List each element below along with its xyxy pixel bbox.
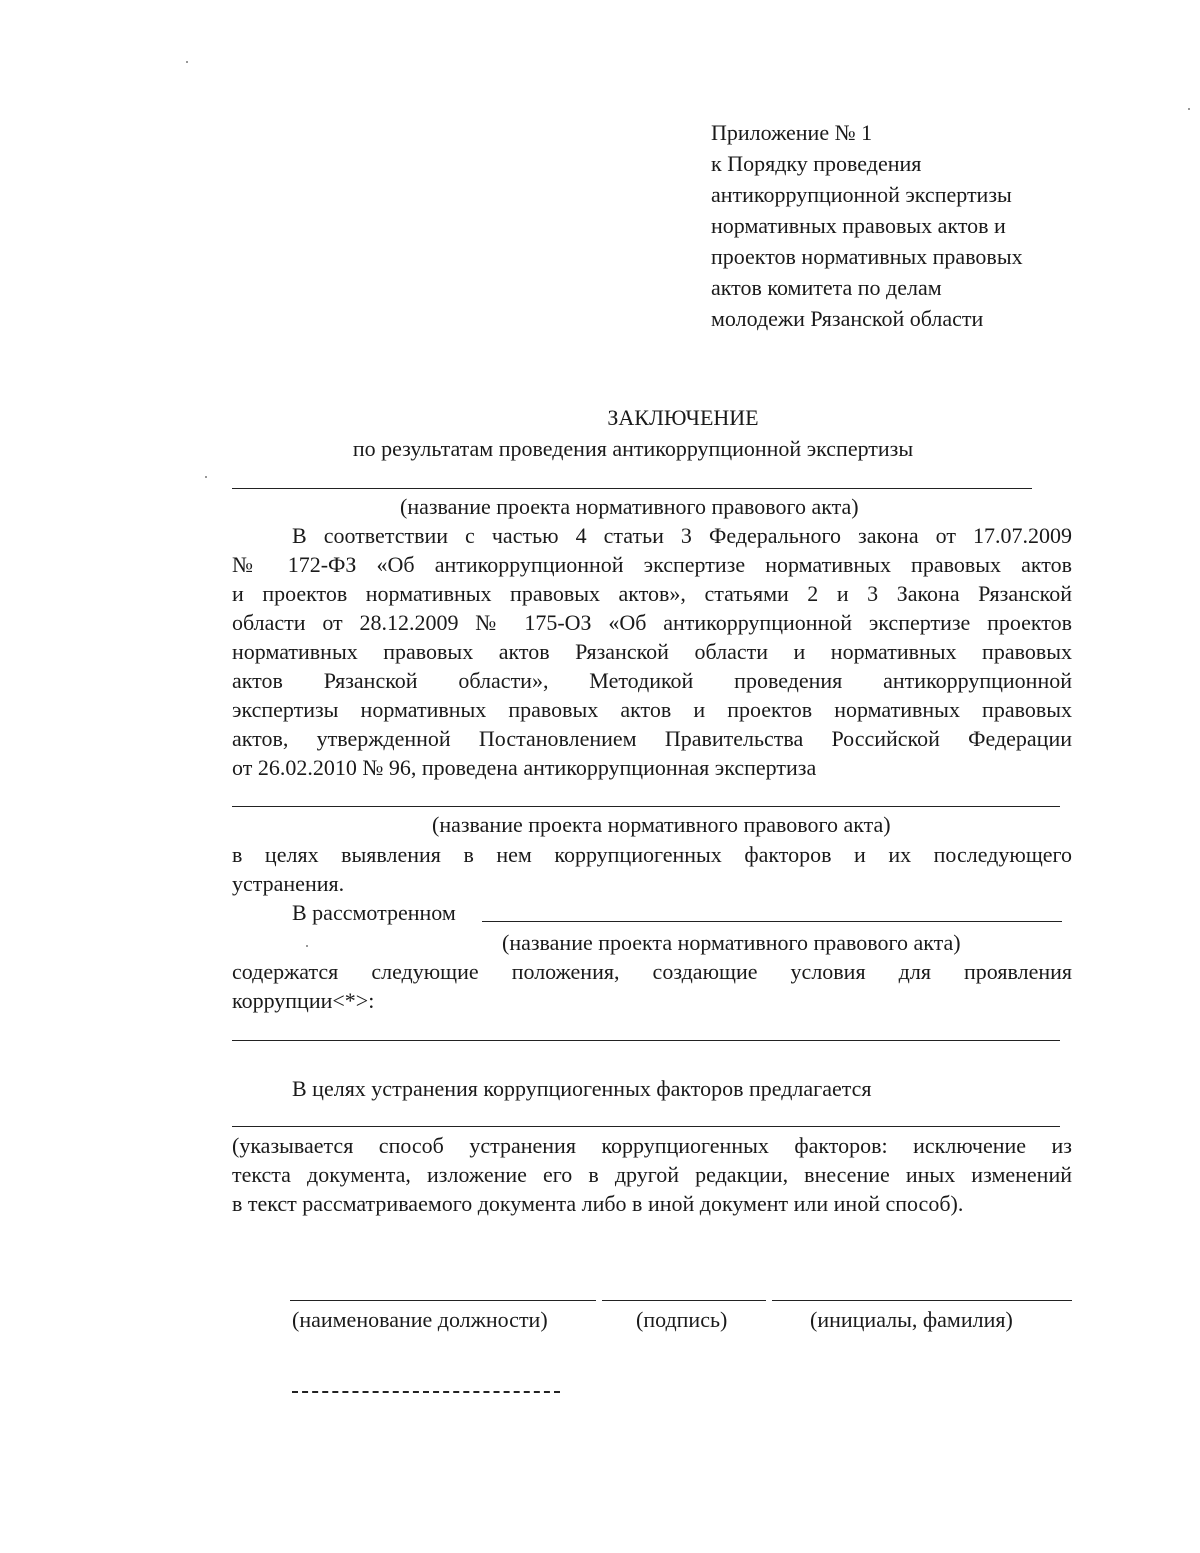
provisions-line [232, 1040, 1060, 1041]
paragraph2-line: устранения. [232, 871, 345, 896]
document-subtitle: по результатам проведения антикоррупционной экспертизы [352, 436, 914, 461]
act-name-line [482, 921, 1062, 922]
paragraph2-line: в целях выявления в нем коррупциогенных факторов и их последующего [232, 842, 1072, 867]
appendix-line: нормативных правовых актов и [711, 213, 1006, 238]
signature-label: (подпись) [636, 1307, 728, 1332]
paragraph5-line: в текст рассматриваемого документа либо в иной документ или иной способ). [232, 1191, 964, 1216]
paragraph1-line: области от 28.12.2009 № 175-ОЗ «Об антикоррупционной экспертизе проектов [232, 610, 1072, 635]
paragraph3-lead: В рассмотренном [292, 900, 456, 925]
appendix-line: к Порядку проведения [711, 151, 922, 176]
paragraph1-line: В соответствии с частью 4 статьи 3 Федерального закона от 17.07.2009 [292, 523, 1072, 548]
appendix-line: молодежи Рязанской области [711, 306, 984, 331]
paragraph3-line: коррупции<*>: [232, 988, 375, 1013]
paragraph1-line: актов, утвержденной Постановлением Правительства Российской Федерации [232, 726, 1072, 751]
paragraph1-line: актов Рязанской области», Методикой проведения антикоррупционной [232, 668, 1072, 693]
position-label: (наименование должности) [292, 1307, 548, 1332]
appendix-line: антикоррупционной экспертизы [711, 182, 1012, 207]
act-name-caption: (название проекта нормативного правового акта) [400, 494, 859, 519]
paragraph1-line: экспертизы нормативных правовых актов и проектов нормативных правовых [232, 697, 1072, 722]
paragraph3-line: содержатся следующие положения, создающие условия для проявления [232, 959, 1072, 984]
act-name-line [232, 488, 1032, 489]
paragraph1-line: нормативных правовых актов Рязанской области и нормативных правовых [232, 639, 1072, 664]
position-signature-line [290, 1300, 596, 1301]
scan-speck [186, 61, 188, 63]
scan-speck [1188, 108, 1190, 110]
document-title: ЗАКЛЮЧЕНИЕ [607, 405, 759, 430]
appendix-block [711, 117, 1023, 334]
appendix-line: Приложение № 1 [711, 120, 873, 145]
paragraph5-line: текста документа, изложение его в другой редакции, внесение иных изменений [232, 1162, 1072, 1187]
paragraph1-line: и проектов нормативных правовых актов», статьями 2 и 3 Закона Рязанской [232, 581, 1072, 606]
paragraph1-line: № 172-ФЗ «Об антикоррупционной экспертизе нормативных правовых актов [232, 552, 1072, 577]
scan-speck [306, 945, 308, 947]
name-signature-line [772, 1300, 1072, 1301]
appendix-line: проектов нормативных правовых [711, 244, 1023, 269]
appendix-line: актов комитета по делам [711, 275, 942, 300]
signature-line [602, 1300, 766, 1301]
act-name-caption: (название проекта нормативного правового акта) [502, 930, 961, 955]
act-name-line [232, 806, 1060, 807]
name-label: (инициалы, фамилия) [810, 1307, 1013, 1332]
footnote-separator [292, 1391, 560, 1393]
paragraph1-line: от 26.02.2010 № 96, проведена антикоррупционная экспертиза [232, 755, 817, 780]
paragraph4-text: В целях устранения коррупциогенных факторов предлагается [292, 1076, 872, 1101]
scan-speck [205, 476, 207, 478]
act-name-caption: (название проекта нормативного правового акта) [432, 812, 891, 837]
paragraph5-line: (указывается способ устранения коррупциогенных факторов: исключение из [232, 1133, 1072, 1158]
proposal-line [232, 1126, 1060, 1127]
